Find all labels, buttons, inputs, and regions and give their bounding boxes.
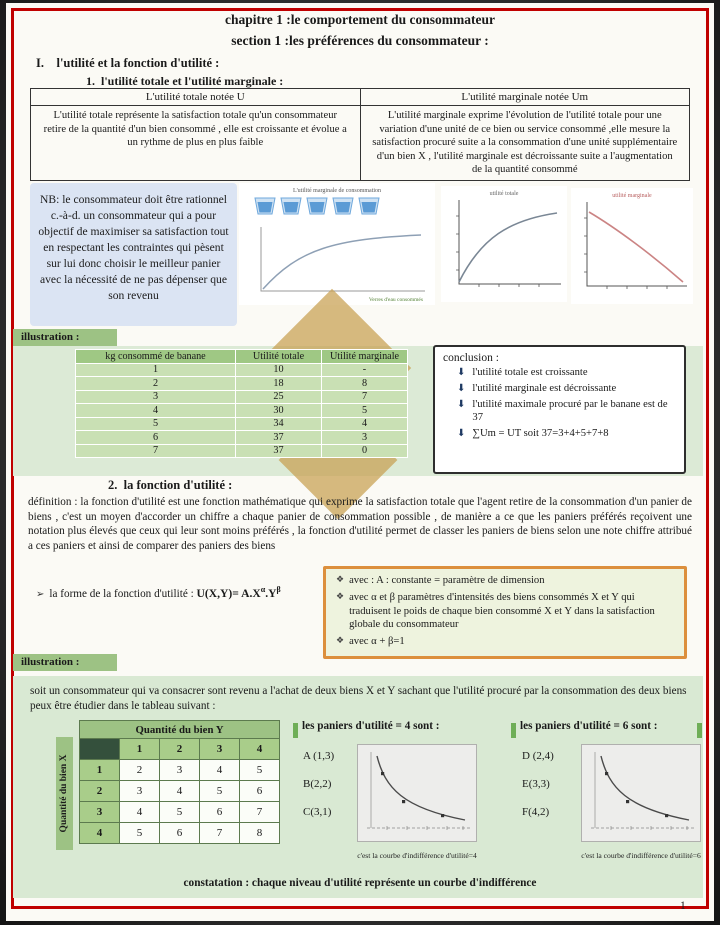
table-row	[76, 431, 408, 445]
section-title: section 1 :les préférences du consommateur :	[231, 33, 489, 48]
formula-label: la forme de la fonction d'utilité :	[49, 587, 197, 600]
cell: 4	[322, 417, 408, 431]
subheading-total-marginal: 1. l'utilité totale et l'utilité marginale :	[86, 74, 284, 88]
water-glasses-utility-figure	[239, 183, 435, 305]
x-header: 2	[80, 781, 120, 802]
cell: 37	[236, 431, 322, 445]
water-glass-icon	[255, 198, 275, 214]
point-marker	[381, 772, 384, 775]
panier4-title: les paniers d'utilité = 4 sont :	[302, 720, 440, 732]
column-header: Utilité marginale	[322, 350, 408, 364]
utility-function-definition: définition : la fonction d'utilité est une fonction mathématique qui exprime la satisfaction totale que l'agent retire de la consommation d'un panier de biens , c'est un moyen d'accorder un chiffre a chaque panier de consommation possible , de manière a ce que les paniers préférés reçoivent une notation plus élevés que ceux qui leur sont moins préférés , la fonction d'utilité permet de classer les paniers de biens selon une note chiffre attribué a ces paniers et ainsi de comparer des paniers des biens	[28, 496, 692, 552]
y-header: 3	[200, 739, 240, 760]
panier-item: E(3,3)	[522, 778, 550, 790]
page-number: 1	[680, 900, 686, 912]
cell: 5	[322, 404, 408, 418]
cups-axis-label: Verres d'eau consommés	[368, 297, 423, 303]
water-glass-icon	[281, 198, 301, 214]
conclusion-title: conclusion :	[443, 352, 499, 364]
table-row	[76, 363, 408, 377]
marginal-utility-header: L'utilité marginale notée Um	[360, 89, 690, 106]
exercise-intro-text: soit un consommateur qui va consacrer sont revenu a l'achat de deux biens X et Y sachant que l'utilité procuré par la consommation des deux biens peux être étudier dans le tableau suivant :	[30, 685, 687, 712]
total-utility-definition: L'utilité totale représente la satisfaction totale qu'un consommateur retire de la quantité d'un bien consommé , elle est croissante et évolue a un rythme de plus en plus faible	[31, 106, 361, 181]
cell: 1	[76, 363, 236, 377]
down-arrow-icon: ⬇	[457, 398, 466, 410]
y-header: 4	[240, 739, 280, 760]
conclusion-text: l'utilité maximale procuré par le banane est de 37	[472, 398, 668, 423]
illustration-label: illustration :	[13, 654, 117, 671]
utility-cell: 5	[240, 760, 280, 781]
column-axis-label: Quantité du bien Y	[80, 721, 280, 739]
column-header: Utilité totale	[236, 350, 322, 364]
arrowhead-bullet-icon: ➢	[36, 588, 45, 600]
diamond-bullet-icon: ❖	[336, 636, 345, 647]
parameter-text: avec α + β=1	[349, 636, 405, 648]
formula: $U(X,Y)= A.X^\alpha.Y^\beta$	[196, 585, 281, 600]
utility-cell: 7	[240, 802, 280, 823]
constatation-text: constatation : chaque niveau d'utilité représente un courbe d'indifférence	[183, 877, 537, 889]
panier-item: C(3,1)	[303, 806, 332, 818]
cups-chart-title: L'utilité marginale de consommation	[292, 188, 382, 194]
marginal-utility-chart	[571, 188, 693, 304]
table-row	[76, 350, 408, 364]
green-accent-bar	[697, 723, 702, 738]
parameter-item	[336, 574, 674, 588]
total-chart-title: utilité totale	[489, 191, 519, 197]
point-marker	[441, 814, 444, 817]
water-glass-icon	[307, 198, 327, 214]
cell: 30	[236, 404, 322, 418]
panier6-title: les paniers d'utilité = 6 sont :	[520, 720, 658, 732]
cell: 7	[76, 444, 236, 458]
heading-utility: I. l'utilité et la fonction d'utilité :	[36, 56, 220, 70]
utility-cell: 7	[200, 823, 240, 844]
cell: 5	[76, 417, 236, 431]
point-marker	[605, 772, 608, 775]
point-marker	[626, 800, 629, 803]
utility-grid-table	[79, 720, 280, 844]
indifference-curve-chart-u4	[357, 744, 477, 842]
panier-item: F(4,2)	[522, 806, 550, 818]
x-header: 3	[80, 802, 120, 823]
cell: 34	[236, 417, 322, 431]
conclusion-text: l'utilité totale est croissante	[472, 367, 588, 378]
cell: 4	[76, 404, 236, 418]
cell: 37	[236, 444, 322, 458]
marginal-chart-title: utilité marginale	[612, 193, 652, 199]
water-glass-icon	[333, 198, 353, 214]
down-arrow-icon: ⬇	[457, 427, 466, 439]
green-accent-bar	[293, 723, 298, 738]
water-glass-icon	[359, 198, 379, 214]
table-row	[80, 760, 280, 781]
cell: 7	[322, 390, 408, 404]
utility-cell: 4	[200, 760, 240, 781]
table-row	[80, 739, 280, 760]
y-header: 1	[120, 739, 160, 760]
utility-cell: 6	[160, 823, 200, 844]
cell: 0	[322, 444, 408, 458]
conclusion-text: ∑Um = UT soit 37=3+4+5+7+8	[472, 427, 609, 439]
utility-cell: 6	[200, 802, 240, 823]
cell: 6	[76, 431, 236, 445]
utility-cell: 5	[200, 781, 240, 802]
parameter-text: avec α et β paramètres d'intensités des biens consommés X et Y qui traduisent le poids de chaque bien consommé X et Y dans la satisfaction globale du consommateur	[349, 591, 655, 631]
diamond-bullet-icon: ❖	[336, 575, 345, 585]
cell: 10	[236, 363, 322, 377]
utility-cell: 4	[160, 781, 200, 802]
panier-item: B(2,2)	[303, 778, 332, 790]
point-marker	[402, 800, 405, 803]
table-row	[76, 390, 408, 404]
table-row	[76, 417, 408, 431]
panier-item: D (2,4)	[522, 750, 554, 762]
corner-cell	[80, 739, 120, 760]
marginal-utility-definition: L'utilité marginale exprime l'évolution de l'utilité totale pour une variation d'une unité de ce bien ou service consommé ,elle mesure la satisfaction procuré suite a la consommation d'une unité supplémentaire d'un bien X , l'utilité marginale est décroissante suite a l'augmentation de la quantité consommé	[360, 106, 690, 181]
utility-cell: 6	[240, 781, 280, 802]
table-row	[80, 823, 280, 844]
heading-utility-function: 2. la fonction d'utilité :	[108, 478, 233, 492]
x-header: 4	[80, 823, 120, 844]
utility-function-formula-line	[36, 585, 281, 600]
green-accent-bar	[511, 723, 516, 738]
row-axis-label: Quantité du bien X	[56, 737, 73, 850]
curve-caption-u6: c'est la courbe d'indifférence d'utilité=6	[581, 851, 701, 860]
cell: 3	[76, 390, 236, 404]
down-arrow-icon: ⬇	[457, 382, 466, 394]
total-utility-header: L'utilité totale notée U	[31, 89, 361, 106]
curve-caption-u4: c'est la courbe d'indifférence d'utilité=4	[357, 851, 477, 860]
conclusion-item	[457, 399, 676, 425]
utility-cell: 5	[160, 802, 200, 823]
illustration-label: illustration :	[13, 329, 117, 346]
utility-cell: 4	[120, 802, 160, 823]
table-row	[76, 404, 408, 418]
point-marker	[665, 814, 668, 817]
column-header: kg consommé de banane	[76, 350, 236, 364]
conclusion-box	[433, 345, 686, 474]
table-row	[76, 377, 408, 391]
cell: 18	[236, 377, 322, 391]
cell: 3	[322, 431, 408, 445]
utility-cell: 3	[120, 781, 160, 802]
x-header: 1	[80, 760, 120, 781]
indifference-curve-chart-u6	[581, 744, 701, 842]
cell: -	[322, 363, 408, 377]
table-row	[80, 781, 280, 802]
utility-cell: 5	[120, 823, 160, 844]
diamond-bullet-icon: ❖	[336, 591, 345, 602]
conclusion-text: l'utilité marginale est décroissante	[472, 382, 617, 394]
parameter-item	[336, 591, 674, 632]
total-utility-chart	[441, 186, 567, 302]
table-row	[80, 721, 280, 739]
utility-cell: 8	[240, 823, 280, 844]
y-header: 2	[160, 739, 200, 760]
panier-item: A (1,3)	[303, 750, 335, 762]
chapter-title: chapitre 1 :le comportement du consommateur	[224, 12, 496, 27]
parameter-text: avec : A : constante = paramètre de dimension	[349, 575, 545, 586]
cell: 25	[236, 390, 322, 404]
table-row	[31, 106, 690, 181]
table-row	[31, 89, 690, 106]
down-arrow-icon: ⬇	[457, 367, 466, 378]
cell: 8	[322, 377, 408, 391]
conclusion-item	[457, 367, 676, 380]
parameter-item	[336, 635, 674, 649]
utility-cell: 2	[120, 760, 160, 781]
nb-note-box: NB: le consommateur doit être rationnel c.-à-d. un consommateur qui a pour objectif de maximiser sa satisfaction tout en respectant les contraintes qui pèsent sur lui donc choisir le meilleur panier avec la nécessité de ne pas dépenser que son revenu	[30, 183, 237, 326]
cell: 2	[76, 377, 236, 391]
utility-cell: 3	[160, 760, 200, 781]
conclusion-item	[457, 428, 676, 441]
table-row	[76, 444, 408, 458]
utility-definition-table	[30, 88, 690, 181]
table-row	[80, 802, 280, 823]
conclusion-item	[457, 383, 676, 396]
parameters-box	[323, 566, 687, 659]
banana-utility-table	[75, 349, 408, 458]
